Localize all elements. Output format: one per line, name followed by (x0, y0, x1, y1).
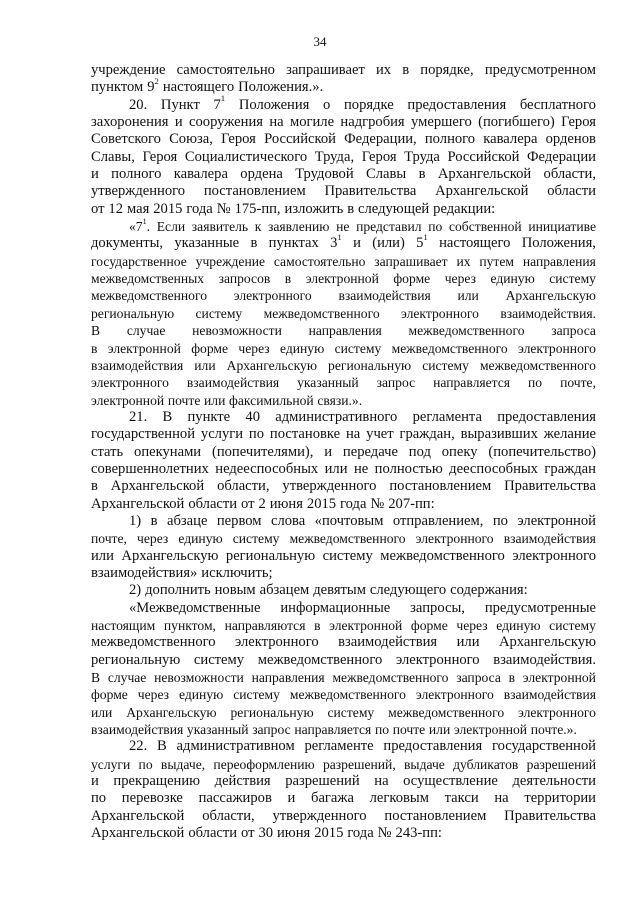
text-line: пунктом $9^2$ настоящего Положения.». (91, 75, 324, 96)
text-line: государственной услуги по постановке на учет граждан, выразивших желание (91, 426, 596, 443)
text-line: межведомственных запросов в электронной форме через единую систему (91, 271, 596, 287)
text-line: 1) в абзаце первом слова «почтовым отправлением, по электронной (129, 512, 596, 529)
text-line: В случае невозможности направления межведомственного запроса (91, 323, 596, 339)
text-line: услуги по выдаче, переоформлению разрешений, выдаче дубликатов разрешений (91, 756, 596, 772)
text-line: по перевозке пассажиров и багажа легковым такси на территории (91, 790, 596, 807)
text-line: региональную систему межведомственного электронного взаимодействия. (91, 305, 596, 321)
text-line: Славы, Героя Социалистического Труда, Героя Труда Российской Федерации (91, 148, 596, 165)
text-line: в Архангельской области, утвержденного постановлением Правительства (91, 478, 596, 495)
text-line: или Архангельскую региональную систему межведомственного электронного (91, 547, 596, 564)
text-line: 20. Пункт $7^1$ Положения о порядке предоставления бесплатного (129, 93, 596, 113)
text-line: или Архангельскую региональную систему межведомственного электронного (91, 704, 596, 720)
text-line: «$7^1$. Если заявитель к заявлению не представил по собственной инициативе (129, 216, 596, 235)
text-line: государственное учреждение самостоятельно запрашивает их путем направления (91, 253, 596, 269)
text-line: Советского Союза, Героя Российской Федерации, полного кавалера орденов (91, 131, 596, 148)
text-line: 2) дополнить новым абзацем девятым следующего содержания: (129, 582, 528, 599)
text-line: учреждение самостоятельно запрашивает их в порядке, предусмотренном (91, 62, 596, 78)
text-line: документы, указанные в пунктах $3^1$ и (или) $5^1$ настоящего Положения, (91, 231, 596, 252)
text-line: межведомственного электронного взаимодействия или Архангельскую (91, 634, 596, 651)
text-line: и полного кавалера ордена Трудовой Славы в Архангельской области, (91, 166, 596, 183)
text-line: почте, через единую систему межведомственного электронного взаимодействия (91, 531, 596, 547)
text-line: взаимодействия указанный запрос направляется по почте или электронной почте.». (91, 722, 577, 738)
text-line: в электронной форме через единую систему межведомственного электронного (91, 340, 596, 356)
text-line: Архангельской области от 30 июня 2015 года № 243-пп: (91, 825, 442, 842)
text-line: и прекращению действия разрешений на осуществление деятельности (91, 773, 596, 790)
text-line: региональную систему межведомственного электронного взаимодействия. (91, 651, 596, 668)
text-line: 22. В административном регламенте предоставления государственной (129, 738, 596, 755)
text-line: 21. В пункте 40 административного регламента предоставления (129, 408, 596, 425)
text-line: настоящим пунктом, направляются в электронной форме через единую систему (91, 618, 596, 633)
text-line: «Межведомственные информационные запросы, предусмотренные (129, 599, 596, 616)
text-line: электронной почте или факсимильной связи.». (91, 392, 363, 408)
text-line: от 12 мая 2015 года № 175-пп, изложить в следующей редакции: (91, 200, 496, 217)
text-line: В случае невозможности направления межведомственного запроса в электронной (91, 670, 596, 686)
document-body (91, 62, 596, 842)
text-line: совершеннолетних недееспособных или не полностью дееспособных граждан (91, 460, 596, 477)
text-line: стать опекунами (попечителями), и передаче под опеку (попечительство) (91, 443, 596, 460)
text-line: электронного взаимодействия указанный запрос направляется по почте, (91, 375, 596, 391)
text-line: Архангельской области от 2 июня 2015 года № 207-пп: (91, 495, 435, 512)
text-line: захоронения и сооружения на могиле надгробия умершего (погибшего) Героя (91, 114, 596, 131)
text-line: взаимодействия» исключить; (91, 564, 273, 581)
text-line: утвержденного постановлением Правительства Архангельской области (91, 183, 596, 200)
text-line: межведомственного электронного взаимодействия или Архангельскую (91, 288, 596, 304)
text-line: Архангельской области, утвержденного постановлением Правительства (91, 807, 596, 824)
page-number: 34 (313, 34, 327, 49)
text-line: взаимодействия или Архангельскую региональную систему межведомственного (91, 357, 596, 373)
text-line: форме через единую систему межведомственного электронного взаимодействия (91, 687, 596, 703)
